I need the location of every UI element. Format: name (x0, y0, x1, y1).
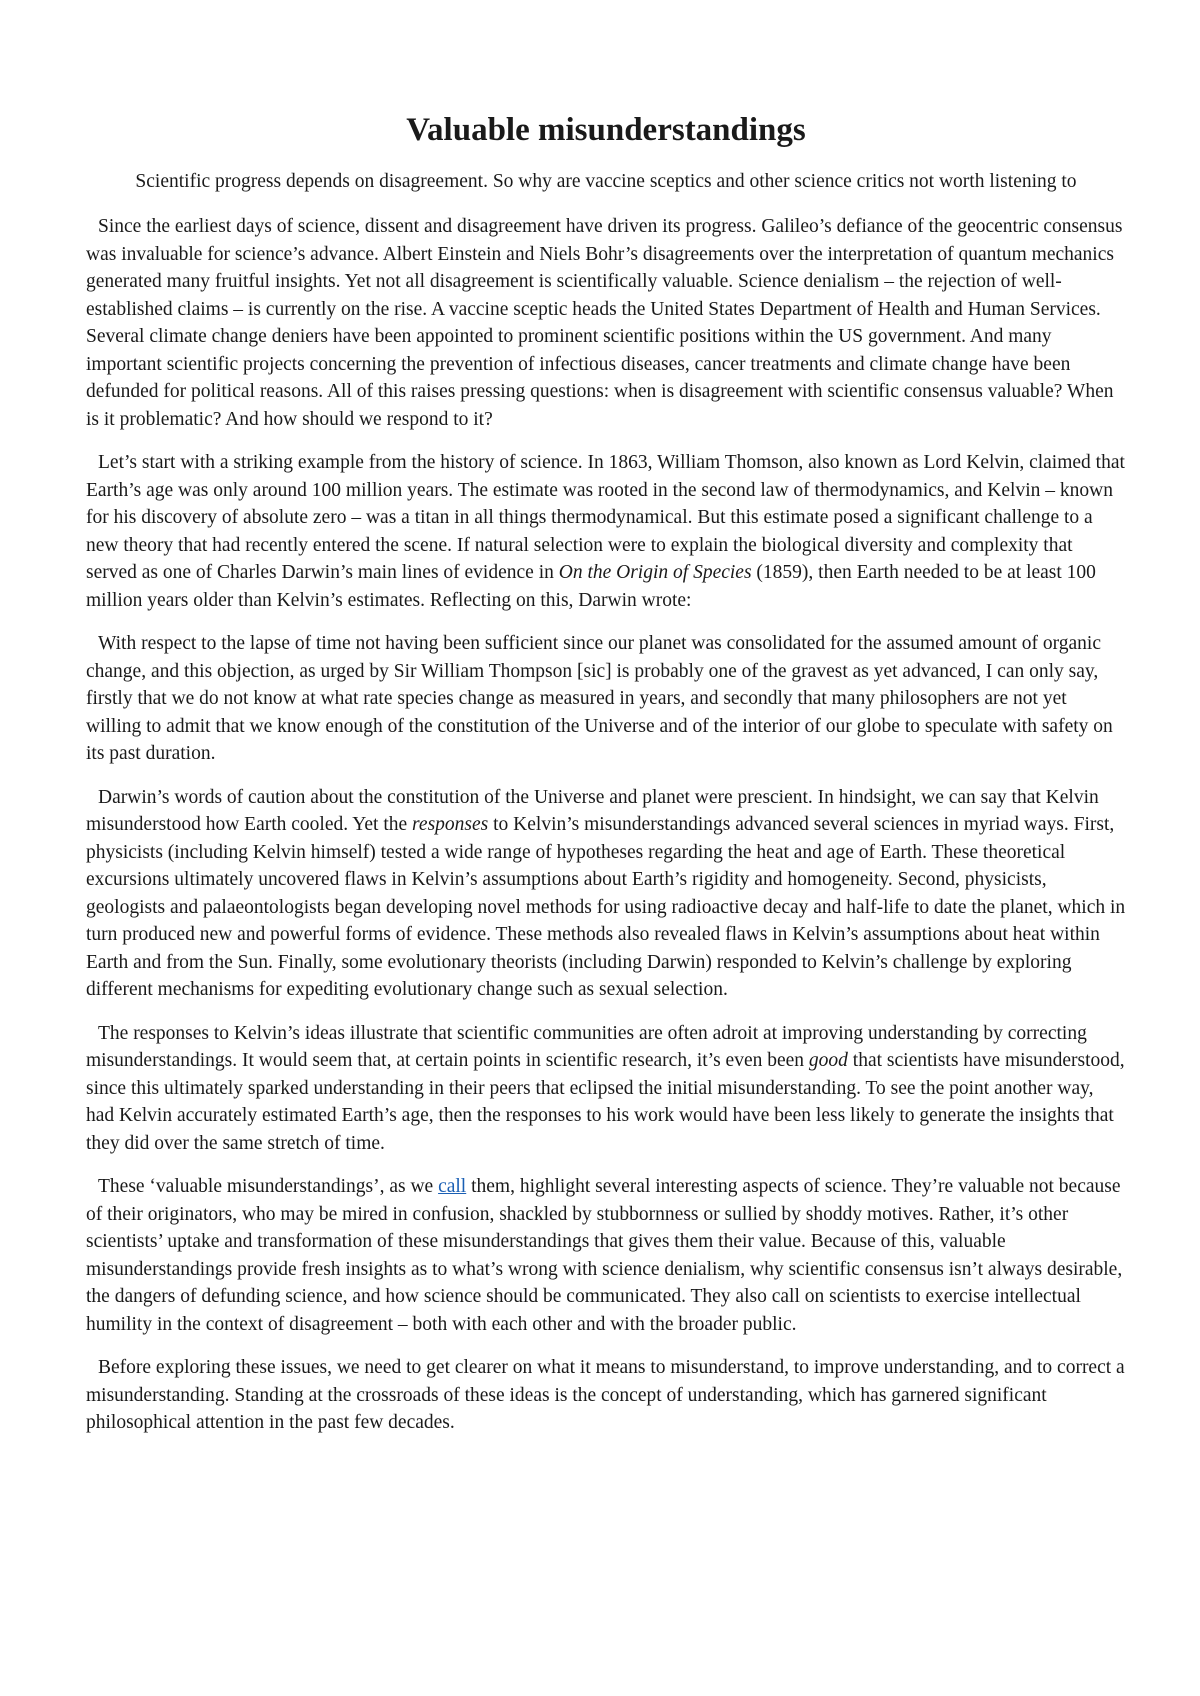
paragraph-1: Since the earliest days of science, dissent and disagreement have driven its progress. Galileo’s defiance of the geocentric consensus was invaluable for science’s advance. Albert Einstein and Niels Bohr’s disagreements over the interpretation of quantum mechanics generated many fruitful insights. Yet not all disagreement is scientifically valuable. Science denialism – the rejection of well-established claims – is currently on the rise. A vaccine sceptic heads the United States Department of Health and Human Services. Several climate change deniers have been appointed to prominent scientific positions within the US government. And many important scientific projects concerning the prevention of infectious diseases, cancer treatments and climate change have been defunded for political reasons. All of this raises pressing questions: when is disagreement with scientific consensus valuable? When is it problematic? And how should we respond to it? (86, 216, 1123, 430)
paragraph-3-text-a: Darwin’s words of caution about the constitution of the Universe and planet were prescient. In hindsight, we can say that Kelvin misunderstood how Earth cooled. Yet the (86, 786, 1099, 836)
call-link[interactable]: call (438, 1176, 467, 1198)
paragraph-4-text-b: that scientists have misunderstood, since this ultimately sparked understanding in their peers that eclipsed the initial misunderstanding. To see the point another way, had Kelvin accurately estimated Earth’s age, then the responses to his work would have been less likely to generate the insights that they did over the same stretch of time. (86, 1050, 1125, 1154)
paragraph-5-text-a: These ‘valuable misunderstandings’, as we (98, 1176, 439, 1198)
emphasis-responses: responses (412, 814, 489, 836)
paragraph-2 (86, 449, 1126, 614)
paragraph-2-text-b: (1859), then Earth needed to be at least 100 million years older than Kelvin’s estimates. Reflecting on this, Darwin wrote: (86, 562, 1096, 611)
book-title: On the Origin of Species (558, 562, 752, 584)
article-subtitle: Scientific progress depends on disagreement. So why are vaccine sceptics and other science critics not worth listening to (135, 170, 1077, 192)
paragraph-5 (86, 1173, 1126, 1338)
paragraph-4-text-a: The responses to Kelvin’s ideas illustrate that scientific communities are often adroit at improving understanding by correcting misunderstandings. It would seem that, at certain points in scientific research, it’s even been (86, 1022, 1087, 1072)
paragraph-3-text-b: to Kelvin’s misunderstandings advanced several sciences in myriad ways. First, physicists (including Kelvin himself) tested a wide range of hypotheses regarding the heat and age of Earth. These theoretical excursions ultimately uncovered flaws in Kelvin’s assumptions about Earth’s rigidity and homogeneity. Second, physicists, geologists and palaeontologists began developing novel methods for using radioactive decay and half-life to date the planet, which in turn produced new and powerful forms of evidence. These methods also revealed flaws in Kelvin’s assumptions about heat within Earth and from the Sun. Finally, some evolutionary theorists (including Darwin) responded to Kelvin’s challenge by exploring different mechanisms for expediting evolutionary change such as sexual selection. (86, 814, 1126, 1001)
article-title: Valuable misunderstandings (406, 112, 806, 148)
paragraph-2-text-a: Let’s start with a striking example from the history of science. In 1863, William Thomson, also known as Lord Kelvin, claimed that Earth’s age was only around 100 million years. The estimate was rooted in the second law of thermodynamics, and Kelvin – known for his discovery of absolute zero – was a titan in all things thermodynamical. But this estimate posed a significant challenge to a new theory that had recently entered the scene. If natural selection were to explain the biological diversity and complexity that served as one of Charles Darwin’s main lines of evidence in (86, 452, 1125, 584)
emphasis-good: good (808, 1050, 848, 1072)
darwin-quote: With respect to the lapse of time not having been sufficient since our planet was consolidated for the assumed amount of organic change, and this objection, as urged by Sir William Thompson [sic] is probably one of the gravest as yet advanced, I can only say, firstly that we do not know at what rate species change as measured in years, and secondly that many philosophers are not yet willing to admit that we know enough of the constitution of the Universe and of the interior of our globe to speculate with safety on its past duration. (86, 633, 1113, 765)
paragraph-5-text-b: them, highlight several interesting aspects of science. They’re valuable not because of their originators, who may be mired in confusion, shackled by stubbornness or sullied by shoddy motives. Rather, it’s other scientists’ uptake and transformation of these misunderstandings that gives them their value. Because of this, valuable misunderstandings provide fresh insights as to what’s wrong with science denialism, why scientific consensus isn’t always desirable, the dangers of defunding science, and how science should be communicated. They also call on scientists to exercise intellectual humility in the context of disagreement – both with each other and with the broader public. (86, 1176, 1123, 1335)
paragraph-3 (86, 784, 1126, 1004)
paragraph-4 (86, 1020, 1126, 1158)
paragraph-6: Before exploring these issues, we need to get clearer on what it means to misunderstand, to improve understanding, and to correct a misunderstanding. Standing at the crossroads of these ideas is the concept of understanding, which has garnered significant philosophical attention in the past few decades. (86, 1357, 1125, 1434)
article (86, 112, 1126, 1453)
